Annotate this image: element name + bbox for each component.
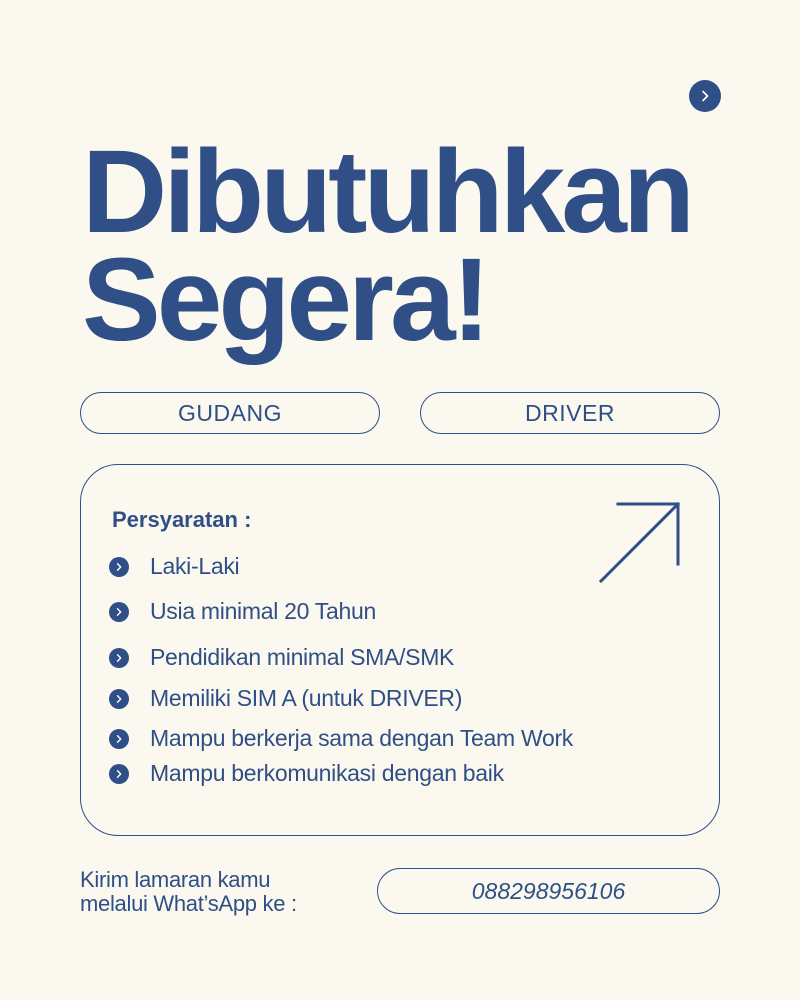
requirement-item bbox=[109, 644, 454, 671]
requirement-item bbox=[109, 553, 239, 580]
next-button[interactable] bbox=[689, 80, 721, 112]
headline-line-1: Dibutuhkan bbox=[82, 126, 691, 258]
requirement-item bbox=[109, 598, 376, 625]
whatsapp-number: 088298956106 bbox=[377, 868, 720, 914]
requirement-text: Mampu berkomunikasi dengan baik bbox=[150, 760, 504, 786]
requirement-text: Usia minimal 20 Tahun bbox=[150, 598, 376, 624]
chevron-right-icon bbox=[698, 89, 712, 103]
chevron-right-icon bbox=[109, 729, 129, 749]
requirement-text: Pendidikan minimal SMA/SMK bbox=[150, 644, 455, 670]
headline-line-2: Segera! bbox=[82, 234, 487, 366]
chevron-right-icon bbox=[109, 648, 129, 668]
chevron-right-icon bbox=[109, 689, 129, 709]
requirement-item bbox=[109, 725, 573, 752]
requirement-text: Memiliki SIM A (untuk DRIVER) bbox=[150, 685, 463, 711]
requirement-text: Laki-Laki bbox=[150, 553, 240, 579]
requirement-text: Mampu berkerja sama dengan Team Work bbox=[150, 725, 573, 751]
position-tag-gudang: GUDANG bbox=[80, 392, 380, 434]
contact-line-2: melalui What’sApp ke : bbox=[80, 891, 297, 916]
chevron-right-icon bbox=[109, 602, 129, 622]
chevron-right-icon bbox=[109, 764, 129, 784]
requirements-title: Persyaratan : bbox=[112, 507, 252, 532]
position-tag-driver: DRIVER bbox=[420, 392, 720, 434]
arrow-up-right-icon bbox=[598, 501, 684, 587]
requirement-item bbox=[109, 760, 504, 787]
requirements-card bbox=[80, 464, 720, 836]
contact-line-1: Kirim lamaran kamu bbox=[80, 867, 271, 892]
contact-instructions bbox=[80, 868, 297, 916]
chevron-right-icon bbox=[109, 557, 129, 577]
requirement-item bbox=[109, 685, 462, 712]
headline bbox=[82, 126, 691, 366]
